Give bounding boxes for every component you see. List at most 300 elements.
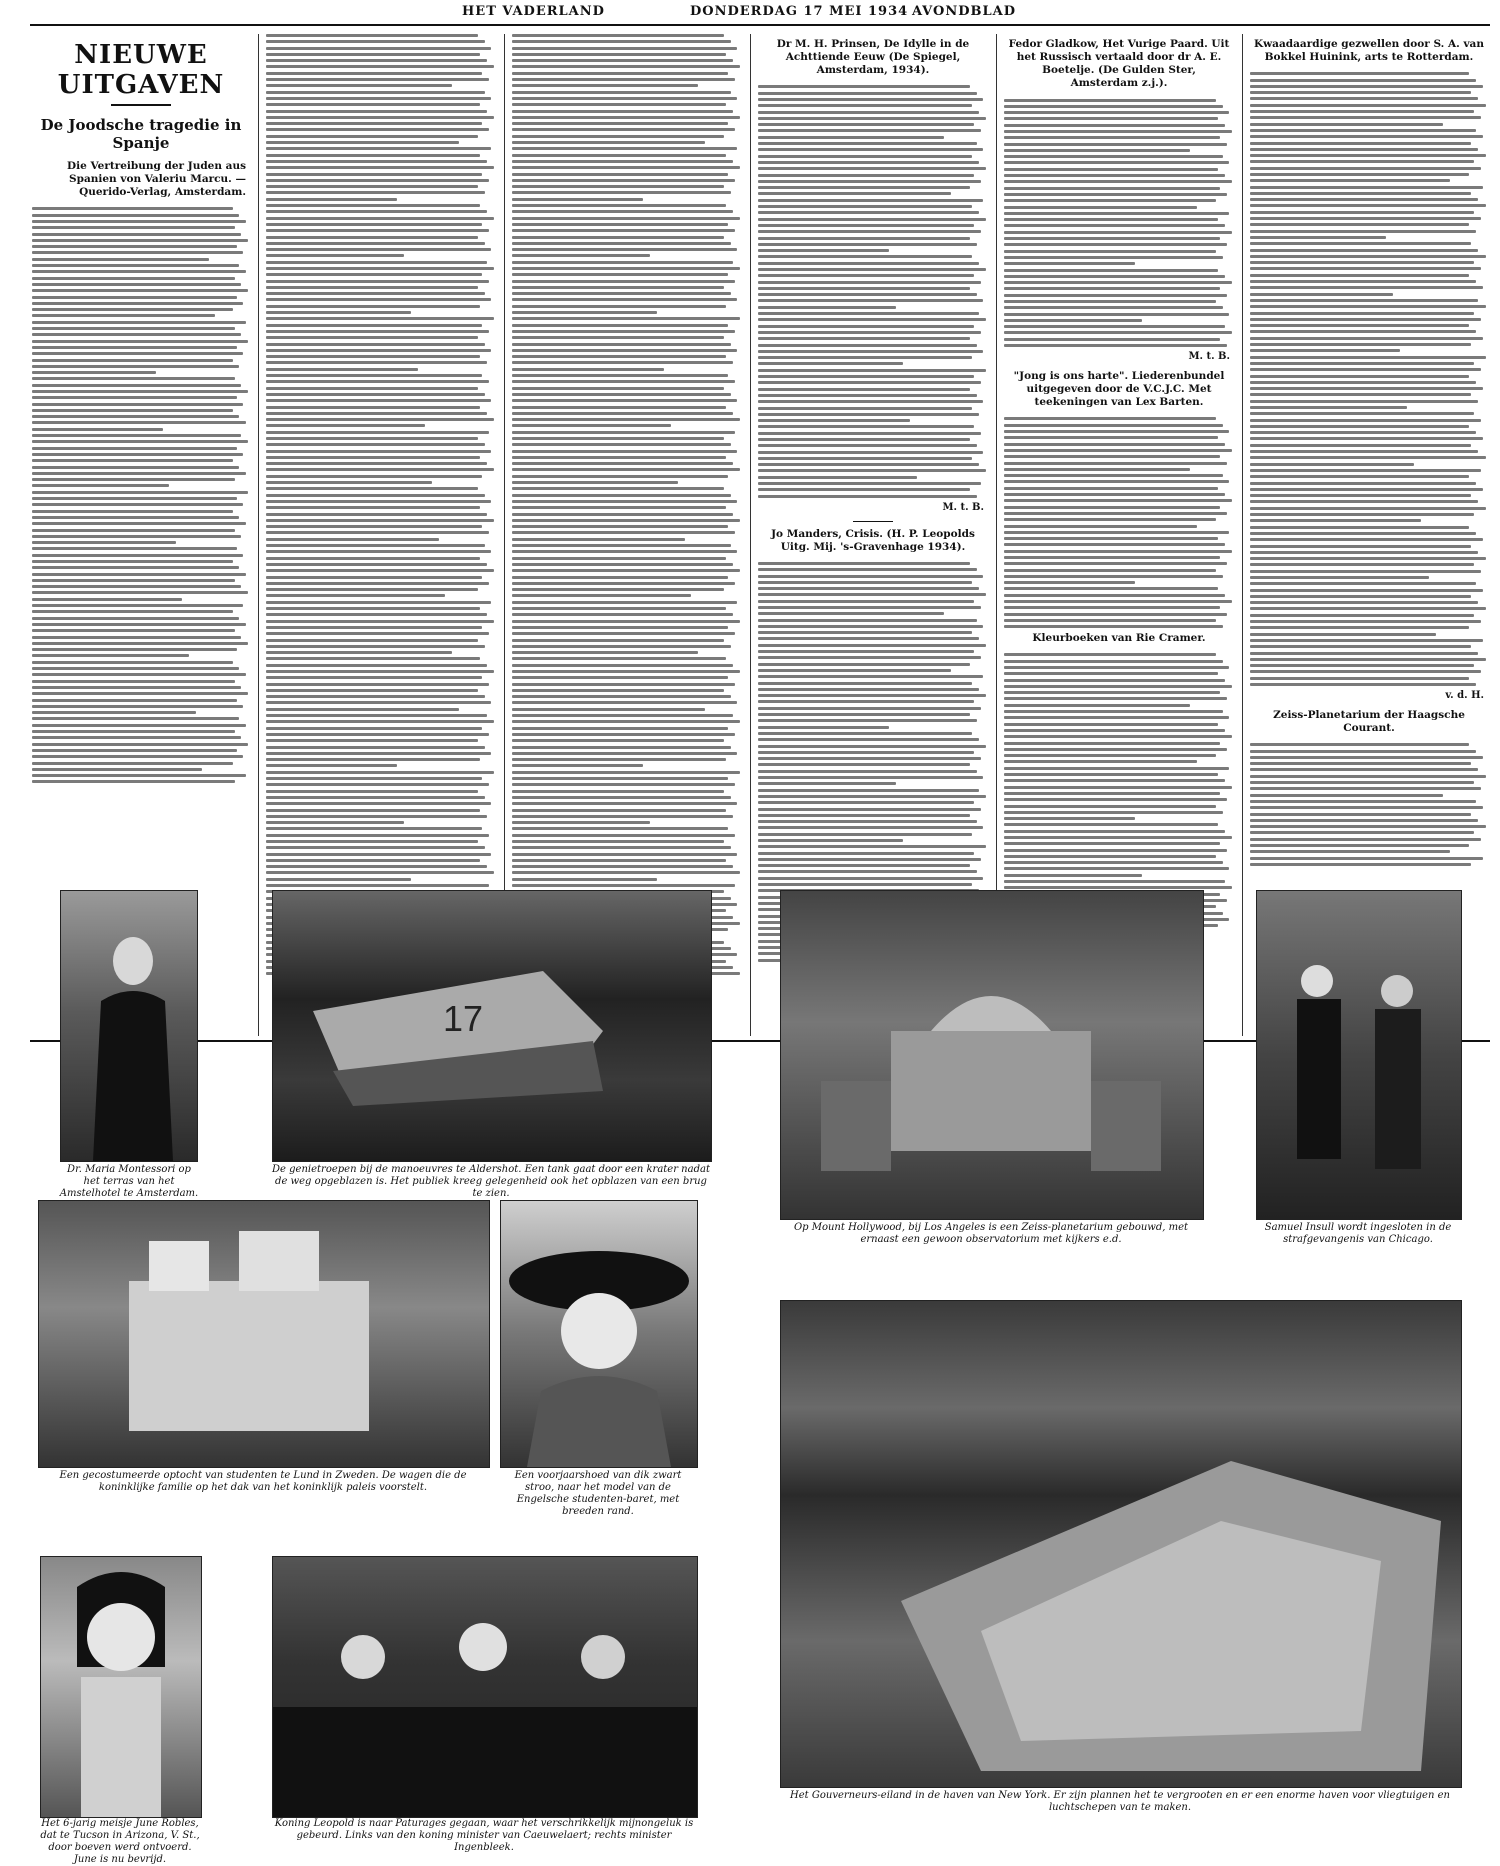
review-heading: Fedor Gladkow, Het Vurige Paard. Uit het Russisch vertaald door dr A. E. Boetelje. (De Gulden Ster, Amsterdam z.j.). xyxy=(1008,38,1230,90)
review-body xyxy=(1248,743,1490,866)
text-line xyxy=(1250,148,1478,151)
text-line xyxy=(1250,633,1436,636)
text-line xyxy=(512,78,735,81)
text-line xyxy=(1250,850,1450,853)
text-line xyxy=(1004,468,1190,471)
text-line xyxy=(266,380,489,383)
text-line xyxy=(1250,563,1474,566)
text-line xyxy=(266,456,480,459)
column-divider xyxy=(504,34,505,1036)
text-line xyxy=(1250,756,1483,759)
text-line xyxy=(32,591,248,594)
text-line xyxy=(512,708,705,711)
text-line xyxy=(758,877,983,880)
text-line xyxy=(1004,606,1220,609)
text-line xyxy=(512,865,733,868)
text-line xyxy=(1250,368,1481,371)
text-line xyxy=(512,538,685,541)
text-line xyxy=(512,739,724,742)
text-line xyxy=(1250,450,1478,453)
text-line xyxy=(266,739,478,742)
text-line xyxy=(758,318,986,321)
text-line xyxy=(1004,842,1220,845)
text-line xyxy=(32,573,246,576)
text-line xyxy=(32,233,241,236)
text-line xyxy=(758,833,972,836)
text-line xyxy=(758,637,979,640)
text-line xyxy=(1250,393,1471,396)
caption-montessori: Dr. Maria Montessori op het terras van het Amstelhotel te Amsterdam. xyxy=(59,1164,199,1199)
text-line xyxy=(266,198,397,201)
text-line xyxy=(1004,455,1220,458)
text-line xyxy=(1250,274,1469,277)
text-line xyxy=(1250,343,1471,346)
text-line xyxy=(1250,813,1471,816)
text-line xyxy=(1004,697,1227,700)
text-line xyxy=(266,475,482,478)
text-line xyxy=(758,331,981,334)
text-line xyxy=(266,103,480,106)
text-line xyxy=(1250,762,1471,765)
text-line xyxy=(512,128,735,131)
text-line xyxy=(266,40,485,43)
text-line xyxy=(1250,299,1478,302)
text-line xyxy=(758,199,983,202)
text-line xyxy=(758,619,977,622)
text-line xyxy=(266,160,487,163)
text-line xyxy=(1250,280,1476,283)
text-line xyxy=(1250,507,1486,510)
text-line xyxy=(512,179,735,182)
text-line xyxy=(1250,601,1478,604)
text-line xyxy=(758,663,970,666)
text-line xyxy=(512,853,737,856)
text-line xyxy=(266,210,487,213)
text-line xyxy=(1250,545,1471,548)
text-line xyxy=(1004,111,1229,114)
text-line xyxy=(32,768,202,771)
text-line xyxy=(1250,223,1469,226)
text-line xyxy=(1250,154,1486,157)
text-line xyxy=(1250,211,1474,214)
text-line xyxy=(266,884,489,887)
text-line xyxy=(266,752,491,755)
text-line xyxy=(1250,844,1469,847)
text-line xyxy=(758,350,983,353)
text-line xyxy=(1004,691,1220,694)
text-line xyxy=(1004,105,1223,108)
text-line xyxy=(1250,626,1469,629)
text-line xyxy=(512,116,740,119)
text-line xyxy=(266,840,478,843)
text-line xyxy=(512,72,728,75)
text-line xyxy=(1004,143,1227,146)
text-line xyxy=(32,453,243,456)
text-line xyxy=(758,568,977,571)
text-line xyxy=(1250,794,1443,797)
text-line xyxy=(266,141,459,144)
text-line xyxy=(32,686,241,689)
text-line xyxy=(758,745,986,748)
text-line xyxy=(1004,275,1225,278)
text-line xyxy=(512,424,671,427)
text-line xyxy=(758,587,979,590)
text-line xyxy=(1004,543,1225,546)
text-line xyxy=(32,680,235,683)
text-line xyxy=(1004,679,1225,682)
photo-insull xyxy=(1256,890,1462,1220)
text-line xyxy=(1004,319,1142,322)
text-line xyxy=(512,273,728,276)
text-line xyxy=(1250,160,1474,163)
text-line xyxy=(32,459,233,462)
text-line xyxy=(758,738,979,741)
review-heading: Kwaadaardige gezwellen door S. A. van Bokkel Huinink, arts te Rotterdam. xyxy=(1254,38,1484,64)
text-line xyxy=(512,173,728,176)
text-line xyxy=(266,607,480,610)
text-line xyxy=(1250,469,1481,472)
text-line xyxy=(1250,475,1469,478)
text-line xyxy=(1004,161,1229,164)
text-line xyxy=(32,377,235,380)
text-line xyxy=(32,214,239,217)
text-line xyxy=(512,645,731,648)
text-line xyxy=(266,758,480,761)
text-line xyxy=(32,743,248,746)
text-line xyxy=(1004,180,1232,183)
text-line xyxy=(1250,362,1474,365)
text-line xyxy=(266,733,489,736)
text-line xyxy=(1250,91,1471,94)
text-line xyxy=(1004,480,1229,483)
text-line xyxy=(758,581,972,584)
text-line xyxy=(1004,250,1216,253)
text-line xyxy=(1004,506,1220,509)
caption-leopold: Koning Leopold is naar Paturages gegaan, waar het verschrikkelijk mijnongeluk is gebeurd. Links van den koning minister van Caeuwelaert; rechts minister Ingenbleek. xyxy=(274,1818,694,1853)
text-line xyxy=(32,774,246,777)
text-line xyxy=(266,588,478,591)
text-line xyxy=(266,720,494,723)
text-line xyxy=(1004,575,1223,578)
text-line xyxy=(758,369,986,372)
text-line xyxy=(1004,836,1232,839)
text-line xyxy=(266,639,478,642)
column-divider xyxy=(258,34,259,1036)
text-line xyxy=(1004,874,1142,877)
text-line xyxy=(266,431,489,434)
text-line xyxy=(758,268,986,271)
text-line xyxy=(1004,499,1232,502)
text-line xyxy=(32,478,235,481)
text-line xyxy=(266,450,491,453)
text-line xyxy=(1250,645,1471,648)
text-line xyxy=(512,223,728,226)
text-line xyxy=(32,642,248,645)
text-line xyxy=(1250,614,1474,617)
text-line xyxy=(1004,792,1220,795)
text-line xyxy=(758,224,974,227)
text-line xyxy=(32,623,246,626)
text-line xyxy=(758,356,972,359)
text-line xyxy=(32,226,235,229)
text-line xyxy=(266,859,480,862)
text-line xyxy=(512,563,733,566)
text-line xyxy=(512,727,728,730)
text-line xyxy=(512,147,737,150)
text-line xyxy=(32,207,233,210)
text-line xyxy=(266,336,478,339)
caption-tank: De genietroepen bij de manoeuvres te Aldershot. Een tank gaat door een krater nadat de weg opgeblazen is. Het publiek kreeg gelegenheid ook het opblazen van een brug te zien. xyxy=(272,1164,710,1199)
text-line xyxy=(1250,768,1478,771)
text-line xyxy=(512,500,737,503)
text-line xyxy=(512,506,726,509)
text-line xyxy=(758,98,983,101)
text-line xyxy=(758,192,951,195)
text-line xyxy=(758,205,972,208)
text-line xyxy=(32,340,248,343)
text-line xyxy=(32,617,239,620)
text-line xyxy=(512,317,740,320)
column-6 xyxy=(1248,34,1490,1036)
text-line xyxy=(1250,242,1471,245)
text-line xyxy=(512,777,728,780)
text-line xyxy=(32,277,235,280)
text-line xyxy=(512,135,724,138)
text-line xyxy=(266,242,485,245)
photo-hoed xyxy=(500,1200,698,1468)
text-line xyxy=(758,776,983,779)
text-line xyxy=(758,186,970,189)
text-line xyxy=(758,337,970,340)
text-line xyxy=(1250,406,1407,409)
text-line xyxy=(32,289,248,292)
text-line xyxy=(266,412,487,415)
text-line xyxy=(1250,589,1483,592)
text-line xyxy=(32,327,235,330)
text-line xyxy=(32,352,243,355)
text-line xyxy=(1004,430,1229,433)
text-line xyxy=(32,415,239,418)
text-line xyxy=(512,733,735,736)
text-line xyxy=(1250,293,1393,296)
text-line xyxy=(758,293,977,296)
text-line xyxy=(512,40,731,43)
text-line xyxy=(1004,199,1216,202)
text-line xyxy=(512,242,731,245)
text-line xyxy=(1250,375,1469,378)
text-line xyxy=(266,563,487,566)
text-line xyxy=(1004,704,1190,707)
text-line xyxy=(266,601,491,604)
text-line xyxy=(512,198,643,201)
text-line xyxy=(758,463,979,466)
text-line xyxy=(1250,683,1476,686)
text-line xyxy=(1004,600,1232,603)
text-line xyxy=(1004,619,1216,622)
text-line xyxy=(1004,424,1223,427)
column-divider xyxy=(750,34,751,1036)
text-line xyxy=(1004,462,1227,465)
text-line xyxy=(758,180,981,183)
text-line xyxy=(1250,582,1476,585)
text-line xyxy=(512,544,731,547)
text-line xyxy=(512,871,740,874)
text-line xyxy=(758,142,977,145)
article-body xyxy=(510,34,744,975)
text-line xyxy=(1250,863,1471,866)
text-line xyxy=(758,656,981,659)
text-line xyxy=(758,707,981,710)
text-line xyxy=(758,858,981,861)
text-line xyxy=(512,670,740,673)
text-line xyxy=(758,763,970,766)
text-line xyxy=(266,481,432,484)
text-line xyxy=(758,600,974,603)
review-heading: Jo Manders, Crisis. (H. P. Leopolds Uitg. Mij. 's-Gravenhage 1934). xyxy=(771,527,975,553)
text-line xyxy=(512,701,737,704)
text-line xyxy=(1004,723,1218,726)
text-line xyxy=(32,371,156,374)
text-line xyxy=(758,425,974,428)
text-line xyxy=(512,336,724,339)
text-line xyxy=(512,343,731,346)
text-line xyxy=(512,34,724,37)
text-line xyxy=(512,664,733,667)
text-line xyxy=(266,179,489,182)
photo-hollywood xyxy=(780,890,1204,1220)
text-line xyxy=(1004,672,1218,675)
text-line xyxy=(266,204,480,207)
text-line xyxy=(266,582,489,585)
text-line xyxy=(1004,817,1135,820)
text-line xyxy=(32,409,233,412)
text-line xyxy=(266,645,485,648)
text-line xyxy=(512,569,740,572)
text-line xyxy=(512,97,737,100)
text-line xyxy=(758,826,983,829)
text-line xyxy=(512,160,733,163)
text-line xyxy=(512,487,724,490)
text-line xyxy=(32,359,233,362)
text-line xyxy=(266,217,494,220)
text-line xyxy=(1004,224,1225,227)
photo-robles xyxy=(40,1556,202,1818)
text-line xyxy=(1250,652,1478,655)
text-line xyxy=(32,421,246,424)
text-line xyxy=(1004,417,1216,420)
text-line xyxy=(758,255,972,258)
text-line xyxy=(758,325,974,328)
text-line xyxy=(266,317,494,320)
text-line xyxy=(266,506,480,509)
review-signature: M. t. B. xyxy=(1188,351,1230,363)
text-line xyxy=(1250,349,1400,352)
text-line xyxy=(266,84,452,87)
text-line xyxy=(1250,857,1483,860)
text-line xyxy=(512,217,740,220)
text-line xyxy=(758,782,896,785)
text-line xyxy=(32,365,239,368)
text-line xyxy=(758,795,986,798)
text-line xyxy=(1004,798,1227,801)
text-line xyxy=(1250,456,1486,459)
text-line xyxy=(1250,437,1483,440)
text-line xyxy=(266,424,425,427)
text-line xyxy=(266,399,491,402)
text-line xyxy=(512,185,724,188)
text-line xyxy=(1250,230,1476,233)
text-line xyxy=(758,719,977,722)
text-line xyxy=(32,604,243,607)
text-line xyxy=(758,362,903,365)
text-line xyxy=(512,468,740,471)
text-line xyxy=(758,612,944,615)
text-line xyxy=(1250,97,1478,100)
text-line xyxy=(1250,387,1483,390)
text-line xyxy=(512,393,731,396)
text-line xyxy=(1250,551,1478,554)
text-line xyxy=(758,167,986,170)
text-line xyxy=(1004,313,1229,316)
text-line xyxy=(32,736,241,739)
text-line xyxy=(512,166,740,169)
text-line xyxy=(758,243,977,246)
text-line xyxy=(512,481,678,484)
text-line xyxy=(512,582,735,585)
text-line xyxy=(512,764,643,767)
text-line xyxy=(512,456,726,459)
text-line xyxy=(512,840,724,843)
text-line xyxy=(32,724,246,727)
text-line xyxy=(758,123,974,126)
text-line xyxy=(32,283,241,286)
text-line xyxy=(758,419,910,422)
text-line xyxy=(758,726,889,729)
text-line xyxy=(512,236,724,239)
text-line xyxy=(1004,206,1197,209)
text-line xyxy=(266,305,480,308)
photo-tank xyxy=(272,890,712,1162)
text-line xyxy=(266,853,491,856)
text-line xyxy=(1250,79,1476,82)
text-line xyxy=(266,500,491,503)
text-line xyxy=(266,324,482,327)
text-line xyxy=(512,204,726,207)
text-line xyxy=(512,437,724,440)
text-line xyxy=(1004,525,1197,528)
text-line xyxy=(758,274,974,277)
text-line xyxy=(32,730,235,733)
text-line xyxy=(758,161,979,164)
text-line xyxy=(1004,811,1223,814)
text-line xyxy=(1004,325,1225,328)
text-line xyxy=(32,510,233,513)
text-line xyxy=(512,531,735,534)
text-line xyxy=(758,432,981,435)
text-line xyxy=(266,443,485,446)
text-line xyxy=(758,883,972,886)
text-line xyxy=(1004,716,1229,719)
text-line xyxy=(1004,193,1227,196)
review-heading: Zeiss-Planetarium der Haagsche Courant. xyxy=(1273,709,1465,735)
text-line xyxy=(512,657,726,660)
robles-figure xyxy=(41,1557,201,1817)
text-line xyxy=(32,384,241,387)
review-body xyxy=(1002,99,1236,348)
book-heading: Die Vertreibung der Juden aus Spanien von Valeriu Marcu. — Querido-Verlag, Amsterdam. xyxy=(67,160,246,199)
text-line xyxy=(758,104,972,107)
text-line xyxy=(1004,187,1220,190)
